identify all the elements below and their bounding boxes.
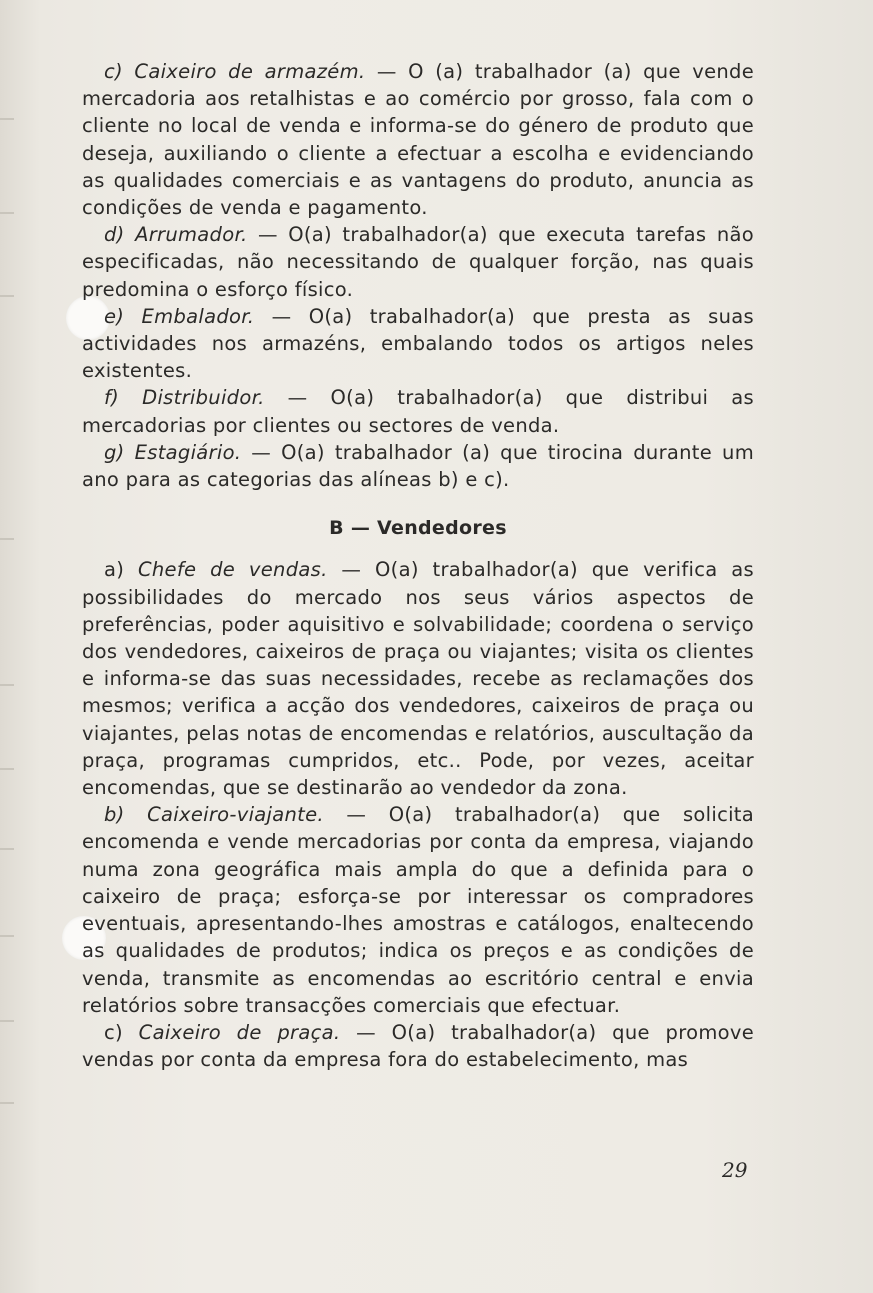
page-number: 29: [722, 1158, 748, 1182]
paragraph-marker: a): [104, 558, 125, 582]
paragraph-marker: c): [104, 60, 123, 83]
paragraph-marker: g): [104, 440, 125, 464]
paragraph-caixeiro-viajante: [82, 801, 754, 1019]
edge-mark: [0, 684, 14, 686]
edge-mark: [0, 848, 14, 850]
paragraph-text: — O(a) trabalhador(a) que promove vendas por conta da empresa fora do estabelecimento, mas: [82, 1020, 754, 1072]
paragraph-distribuidor: [82, 384, 754, 438]
paragraph-term: Embalador.: [141, 304, 255, 328]
paragraph-term: Caixeiro-viajante.: [147, 803, 324, 827]
edge-mark: [0, 768, 14, 770]
section-a-paragraphs: [82, 58, 754, 493]
paragraph-text: — O(a) trabalhador(a) que verifica as possibilidades do mercado nos seus vários aspectos de preferências, poder aquisitivo e solvabilidade; coordena o serviço dos vendedores, caixeiros de praça ou viajantes; visita os clientes e informa-se das suas necessidades, recebe as reclamações dos mesmos; verifica a acção dos vendedores, caixeiros de praça ou viajantes, pelas notas de encomendas e relatórios, auscultação da praça, programas cumpridos, etc.. Pode, por vezes, aceitar encomendas, que se destinarão ao vendedor da zona.: [82, 558, 754, 800]
section-b-paragraphs: [82, 556, 754, 1073]
edge-mark: [0, 538, 14, 540]
section-heading: B — Vendedores: [329, 517, 507, 540]
edge-mark: [0, 1102, 14, 1104]
paragraph-term: Chefe de vendas.: [137, 558, 328, 582]
paragraph-caixeiro-de-praca: [82, 1019, 754, 1073]
edge-mark: [0, 212, 14, 214]
paragraph-term: Caixeiro de praça.: [138, 1020, 341, 1044]
paragraph-term: Estagiário.: [134, 440, 242, 464]
paragraph-caixeiro-de-armazem: [82, 58, 754, 221]
edge-mark: [0, 118, 14, 120]
paragraph-marker: d): [104, 223, 125, 247]
paragraph-marker: e): [104, 304, 125, 328]
paragraph-text: — O(a) trabalhador (a) que tirocina durante um ano para as categorias das alíneas b) e c).: [82, 440, 755, 492]
edge-mark: [0, 935, 14, 937]
paragraph-text: — O(a) trabalhador(a) que presta as suas actividades nos armazéns, embalando todos os artigos neles existentes.: [82, 304, 755, 383]
paragraph-embalador: [82, 303, 754, 385]
paragraph-text: — O(a) trabalhador(a) que solicita encomenda e vende mercadorias por conta da empresa, viajando numa zona geográfica mais ampla do que a definida para o caixeiro de praça; esforça-se por interessar os compradores eventuais, apresentando-lhes amostras e catálogos, enaltecendo as qualidades de produtos; indica os preços e as condições de venda, transmite as encomendas ao escritório central e envia relatórios sobre transacções comerciais que efectuar.: [82, 803, 755, 1017]
paragraph-marker: b): [104, 803, 125, 827]
paragraph-estagiario: [82, 439, 754, 493]
paragraph-text: — O(a) trabalhador(a) que distribui as mercadorias por clientes ou sectores de venda.: [82, 386, 755, 437]
paragraph-text: — O (a) trabalhador (a) que vende mercadoria aos retalhistas e ao comércio por grosso, fala com o cliente no local de venda e informa-se do género de produto que deseja, auxiliando o cliente a efectuar a escolha e evidenciando as qualidades comerciais e as vantagens do produto, anuncia as condições de venda e pagamento.: [82, 60, 755, 220]
edge-mark: [0, 295, 14, 297]
paragraph-term: Distribuidor.: [142, 386, 265, 410]
paragraph-marker: f): [104, 386, 120, 410]
paragraph-term: Caixeiro de armazém.: [134, 60, 366, 83]
paragraph-arrumador: [82, 221, 754, 303]
paragraph-term: Arrumador.: [135, 223, 248, 247]
paragraph-marker: c): [104, 1020, 123, 1044]
body-text: [82, 58, 754, 1073]
paragraph-chefe-de-vendas: [82, 556, 754, 801]
paragraph-text: — O(a) trabalhador(a) que executa tarefas não especificadas, não necessitando de qualquer forção, nas quais predomina o esforço físico.: [82, 223, 754, 301]
edge-mark: [0, 1020, 14, 1022]
